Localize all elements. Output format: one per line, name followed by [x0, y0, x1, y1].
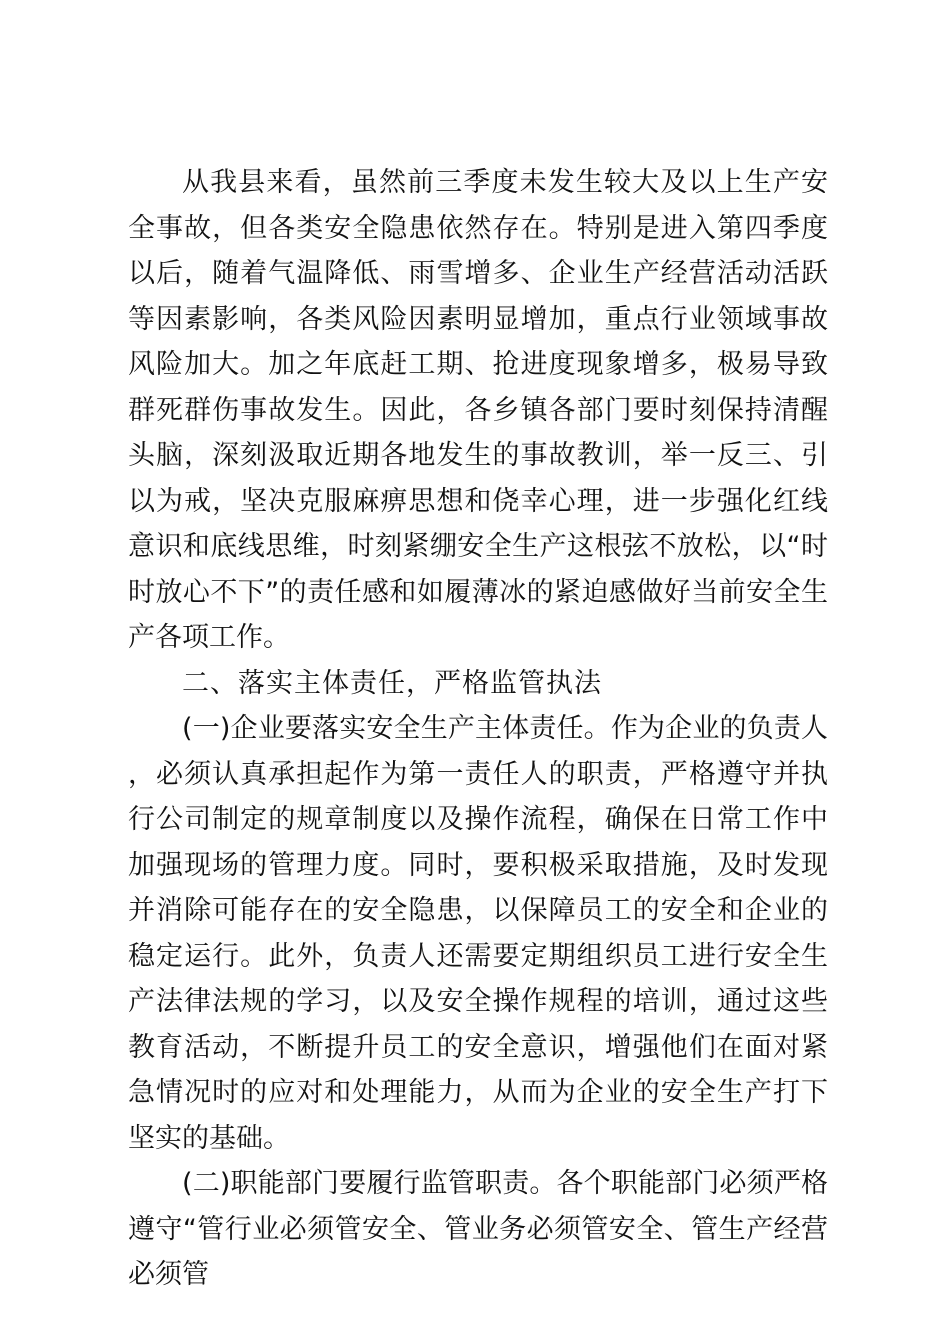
- section-heading: 二、落实主体责任，严格监管执法: [182, 667, 602, 699]
- paragraph-enterprise-responsibility: (一)企业要落实安全生产主体责任。作为企业的负责人，必须认真承担起作为第一责任人的职责，严格遵守并执行公司制定的规章制度以及操作流程，确保在日常工作中加强现场的管理力度。同时，要积极采取措施，及时发现并消除可能存在的安全隐患，以保障员工的安全和企业的稳定运行。此外，负责人还需要定期组织员工进行安全生产法律法规的学习，以及安全操作规程的培训，通过这些教育活动，不断提升员工的安全意识，增强他们在面对紧急情况时的应对和处理能力，从而为企业的安全生产打下坚实的基础。: [128, 713, 828, 1154]
- paragraph-situation: 从我县来看，虽然前三季度未发生较大及以上生产安全事故，但各类安全隐患依然存在。特别是进入第四季度以后，随着气温降低、雨雪增多、企业生产经营活动活跃等因素影响，各类风险因素明显增加，重点行业领域事故风险加大。加之年底赶工期、抢进度现象增多，极易导致群死群伤事故发生。因此，各乡镇各部门要时刻保持清醒头脑，深刻汲取近期各地发生的事故教训，举一反三、引以为戒，坚决克服麻痹思想和侥幸心理，进一步强化红线意识和底线思维，时刻紧绷安全生产这根弦不放松，以“时时放心不下”的责任感和如履薄冰的紧迫感做好当前安全生产各项工作。: [128, 167, 828, 653]
- paragraph-department-duties: (二)职能部门要履行监管职责。各个职能部门必须严格遵守“管行业必须管安全、管业务必须管安全、管生产经营必须管: [128, 1168, 828, 1290]
- document-body: [128, 160, 828, 1298]
